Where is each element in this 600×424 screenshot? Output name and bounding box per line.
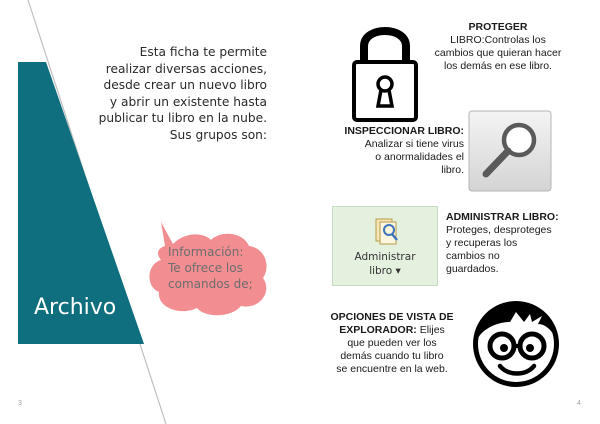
intro-text xyxy=(84,44,267,143)
opciones-line: se encuentre en la web. xyxy=(336,363,448,375)
administrar-title: ADMINISTRAR LIBRO: xyxy=(446,211,559,223)
lock-icon xyxy=(350,20,420,124)
administrar-line: Proteges, desproteges xyxy=(446,224,552,236)
intro-line: desde crear un nuevo libro xyxy=(103,78,267,92)
proteger-line: los demás en ese libro. xyxy=(444,60,552,72)
opciones-inline: Elijes xyxy=(416,324,445,336)
opciones-text xyxy=(330,311,454,376)
opciones-title: OPCIONES DE VISTA DE xyxy=(330,311,454,323)
proteger-title: PROTEGER xyxy=(468,21,528,33)
admin-label-line: libro ▾ xyxy=(369,265,401,277)
bubble-line: Te ofrece los xyxy=(168,261,243,275)
inspeccionar-line: libro. xyxy=(441,164,464,176)
proteger-line: LIBRO:Controlas los xyxy=(450,34,546,46)
bubble-line: comandos de; xyxy=(168,277,253,291)
intro-line: publicar tu libro en la nube. xyxy=(98,111,267,125)
intro-line: realizar diversas acciones, xyxy=(105,61,267,76)
magnifier-icon xyxy=(468,110,552,192)
inspeccionar-line: Analizar si tiene virus xyxy=(364,138,464,150)
intro-line: Sus grupos son: xyxy=(169,127,267,142)
opciones-line xyxy=(330,324,454,337)
opciones-line: que pueden ver los xyxy=(347,337,437,349)
admin-label-line: Administrar xyxy=(354,251,416,263)
bubble-line: Información: xyxy=(168,245,244,259)
intro-line: Esta ficha te permite xyxy=(139,45,267,59)
administrar-text xyxy=(446,211,576,276)
bubble-text xyxy=(168,244,268,292)
proteger-text xyxy=(428,21,568,73)
admin-book-icon xyxy=(370,215,402,247)
proteger-line: cambios que quieran hacer xyxy=(434,47,562,59)
inspeccionar-line: o anormalidades el xyxy=(375,151,464,163)
administrar-line: guardados. xyxy=(446,263,499,275)
inspeccionar-title: INSPECCIONAR LIBRO: xyxy=(344,125,464,137)
administrar-line: y recuperas los xyxy=(446,237,518,249)
intro-line: y abrir un existente hasta xyxy=(109,94,267,109)
page-number-right: 4 xyxy=(577,400,581,407)
archivo-title: Archivo xyxy=(34,295,117,320)
administrar-button-label xyxy=(333,250,437,278)
opciones-line: demás cuando tu libro xyxy=(340,350,444,362)
page-number-left: 3 xyxy=(18,400,22,407)
administrar-line: cambios no xyxy=(446,250,500,262)
inspeccionar-text xyxy=(334,125,464,177)
nerd-face-icon xyxy=(470,298,562,390)
opciones-title-2: EXPLORADOR: xyxy=(339,324,417,336)
administrar-libro-button[interactable] xyxy=(332,206,438,286)
